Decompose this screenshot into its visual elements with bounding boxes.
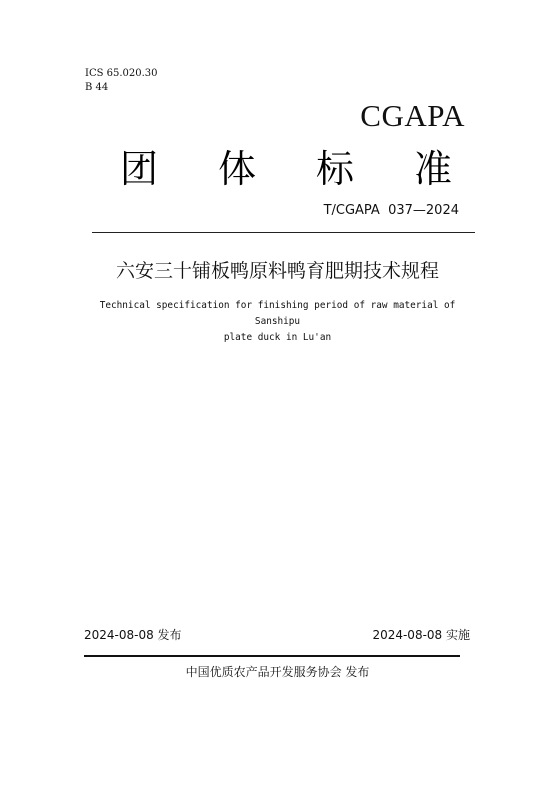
standard-type-char-4: 准: [414, 147, 453, 191]
brand-logo-text: CGAPA: [360, 98, 465, 133]
footer-divider: [84, 655, 460, 657]
publisher: 中国优质农产品开发服务协会 发布: [185, 665, 370, 679]
ics-code: ICS 65.020.30: [85, 68, 158, 79]
header-divider: [92, 232, 475, 233]
standard-type-char-2: 体: [218, 147, 257, 191]
standard-type-char-1: 团: [120, 147, 159, 191]
document-title-english-line-1: Technical specification for finishing period of raw material of Sanshipu: [99, 300, 456, 327]
standard-number: T/CGAPA 037—2024: [323, 203, 459, 218]
date-row: [84, 627, 470, 645]
classification-codes: [85, 67, 158, 95]
document-title-english: [80, 298, 475, 346]
standard-type-char-3: 标: [316, 147, 355, 191]
document-title-english-line-2: plate duck in Lu'an: [223, 332, 332, 343]
ccs-code: B 44: [85, 82, 109, 93]
implement-date: 2024-08-08 实施: [372, 628, 470, 642]
standard-type-title: [0, 145, 555, 195]
document-title-chinese: 六安三十铺板鸭原料鸭育肥期技术规程: [115, 260, 439, 282]
publish-date: 2024-08-08 发布: [84, 628, 182, 642]
